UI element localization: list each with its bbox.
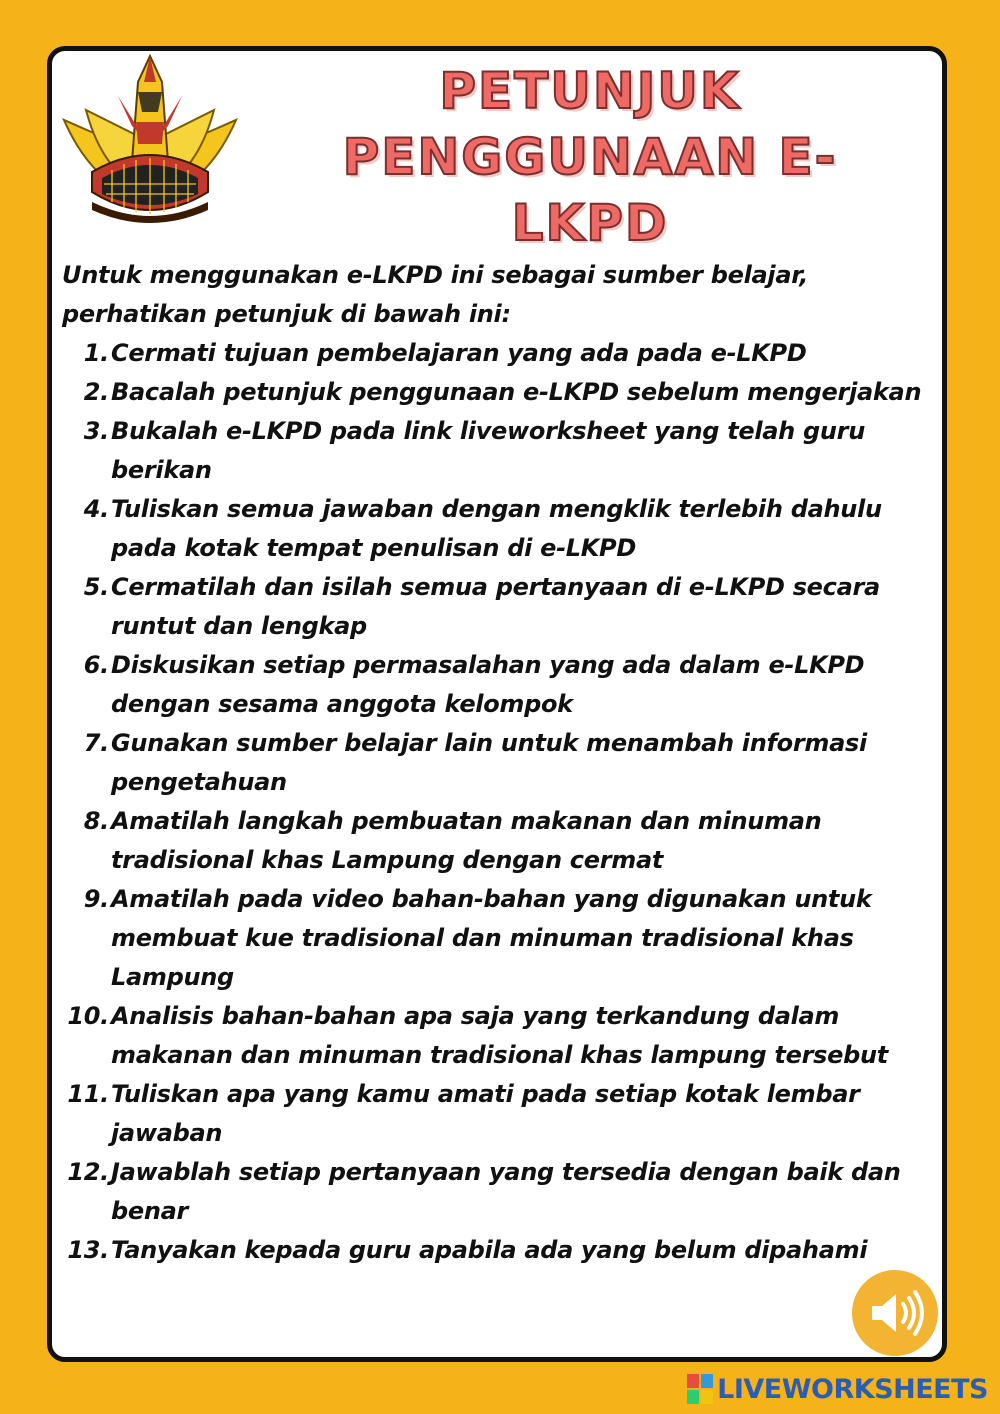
step-number: 12. — [67, 1158, 109, 1186]
liveworksheets-brand — [687, 1370, 988, 1408]
step-text: Amatilah pada video bahan-bahan yang digunakan untuk membuat kue tradisional dan minuman tradisional khas Lampung — [111, 885, 872, 991]
step-text: Analisis bahan-bahan apa saja yang terkandung dalam makanan dan minuman tradisional khas lampung tersebut — [111, 1002, 888, 1069]
brand-text: LIVEWORKSHEETS — [717, 1373, 988, 1405]
list-item — [62, 1075, 932, 1153]
step-number: 6. — [83, 651, 109, 679]
intro-line-1: Untuk menggunakan e-LKPD ini sebagai sumber belajar, — [62, 261, 809, 289]
title-line-1: PETUNJUK — [439, 62, 741, 120]
list-item — [62, 334, 932, 373]
step-text: Jawablah setiap pertanyaan yang tersedia dengan baik dan benar — [111, 1158, 901, 1225]
step-text: Cermati tujuan pembelajaran yang ada pada e-LKPD — [111, 339, 807, 367]
step-text: Tanyakan kepada guru apabila ada yang belum dipahami — [111, 1236, 868, 1264]
step-text: Cermatilah dan isilah semua pertanyaan di e-LKPD secara runtut dan lengkap — [111, 573, 880, 640]
list-item — [62, 1231, 932, 1270]
list-item — [62, 490, 932, 568]
list-item — [62, 412, 932, 490]
step-text: Tuliskan semua jawaban dengan mengklik terlebih dahulu pada kotak tempat penulisan di e-LKPD — [111, 495, 882, 562]
step-number: 10. — [67, 1002, 109, 1030]
speaker-icon — [852, 1270, 938, 1356]
page-title — [270, 58, 910, 256]
step-number: 3. — [83, 417, 109, 445]
instructions-body — [62, 256, 932, 1270]
list-item — [62, 568, 932, 646]
step-number: 1. — [83, 339, 109, 367]
list-item — [62, 880, 932, 997]
step-number: 13. — [67, 1236, 109, 1264]
audio-play-button[interactable] — [852, 1270, 938, 1356]
list-item — [62, 802, 932, 880]
list-item — [62, 373, 932, 412]
siger-crown-logo — [58, 52, 242, 228]
list-item — [62, 997, 932, 1075]
liveworksheets-logo-icon — [687, 1374, 713, 1404]
step-number: 5. — [83, 573, 109, 601]
step-text: Diskusikan setiap permasalahan yang ada dalam e-LKPD dengan sesama anggota kelompok — [111, 651, 865, 718]
step-text: Gunakan sumber belajar lain untuk menambah informasi pengetahuan — [111, 729, 867, 796]
list-item — [62, 1153, 932, 1231]
step-number: 9. — [83, 885, 109, 913]
step-number: 8. — [83, 807, 109, 835]
list-item — [62, 646, 932, 724]
step-number: 11. — [67, 1080, 109, 1108]
step-text: Tuliskan apa yang kamu amati pada setiap kotak lembar jawaban — [111, 1080, 860, 1147]
intro-line-2: perhatikan petunjuk di bawah ini: — [62, 300, 511, 328]
step-number: 4. — [83, 495, 109, 523]
list-item — [62, 724, 932, 802]
step-number: 7. — [83, 729, 109, 757]
steps-list — [62, 334, 932, 1270]
step-text: Bukalah e-LKPD pada link liveworksheet yang telah guru berikan — [111, 417, 866, 484]
step-text: Amatilah langkah pembuatan makanan dan minuman tradisional khas Lampung dengan cermat — [111, 807, 822, 874]
step-text: Bacalah petunjuk penggunaan e-LKPD sebelum mengerjakan — [111, 378, 922, 406]
step-number: 2. — [83, 378, 109, 406]
title-line-2: PENGGUNAAN E-LKPD — [342, 128, 838, 252]
